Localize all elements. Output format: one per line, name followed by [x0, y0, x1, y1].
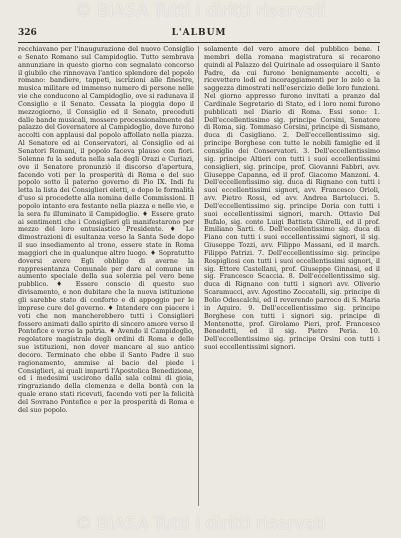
left-column-text: recchiavano per l'inaugurazione del nuovo Consiglio e Senato Romano sul Campidoglio. Tutto sembrava annunziare in questo giorno con segnalato concorso il giubilo che rinnovava l'antico splendore del popolo romano: bandiere, tappeti, iscrizioni alle finestre, musica militare ed immenso numero di persone nelle vie che conducono al Campidoglio, ove si radunava il Consiglio e il Senato. Cessata la pioggia dopo il mezzogiorno, il Consiglio ed il Senato, preceduti dalle bande musicali, mossero processionalmente dal palazzo del Governatore al Campidoglio, dove furono accolti con applausi dal popolo affollato nella piazza. Al Senatore ed ai Conservatori, al Consiglio ed ai Senatori Romani, il popolo faceva plauso con fiori. Solenne fu la seduta nella sala degli Orazi e Curiazi, ove il Senatore pronunziò il discorso d'apertura, facendo voti per la prosperità di Roma e del suo popolo sotto il paterno governo di Pio IX. Indi fu letta la lista dei Consiglieri eletti, e dopo le formalità d'uso si procedette alla nomina delle Commissioni. Il popolo intanto era festante nella piazza e nelle vie, e la sera fu illuminato il Campidoglio. ♦ Essere grato ai sentimenti che i Consiglieri gli manifestarono per mezzo del loro entusiastico Presidente. ♦ Le dimostrazioni di esultanza verso la Santa Sede dopo il suo insediamento al trono, essere state in Roma maggiori che in qualunque altro luogo. ♦ Sopratutto doversi avere Egli obbligo di averne la rappresentanza Comunale per dare al comune un aumento speciale della sua solerzia pel vero bene pubblico. ♦ Essere conscio di questo suo divisamento, e non dubitare che la nuova istituzione gli sarebbe stato di conforto e di appoggio per le imprese cure del governo. ♦ Intendere con piacere i voti che non mancherebbero tutti i Consiglieri fossero animati dallo spirito di sincero amore verso il Pontefice e verso la patria. ♦ Avendo il Campidoglio, regolatore magistrale degli ordini di Roma e delle sue istituzioni, non dover mancare al suo antico decoro. Terminato che ebbe il Santo Padre il suo ragionamento, ammise al bacio del piede i Consiglieri, ai quali impartì l'Apostolica Benedizione, ed i medesimi uscirono dalla sala colmi di gioia, ringraziando della clemenza e della bontà con la quale erano stati ricevuti, facendo voti per la felicità del Sovrano Pontefice e per la prosperità di Roma e del suo popolo.: [18, 46, 194, 414]
right-column-text: solamente del vero amore del pubblico bene. I membri della romana magistratura si recarono quindi al Palazzo del Quirinale ad ossequiare il Santo Padre, da cui furono benignamente accolti, e ricevettero lodi ed incoraggiamenti per lo zelo e la saggezza dimostrati nell'esercizio delle loro funzioni. Nel giorno appresso furono invitati a pranzo dal Cardinale Segretario di Stato, ed i loro nomi furono pubblicati nel Diario di Roma. Essi sono: 1. Dell'eccellentissimo sig. principe Corsini, Senatore di Roma, sig. Tommaso Corsini, principe di Sismano, duca di Casigliano. 2. Dell'eccellentissimo sig. principe Borghese con tutte le nobili famiglie ed il consiglio dei Conservatori. 3. Dell'eccellentissimo sig. principe Altieri con tutti i suoi eccellentissimi consiglieri, sig. principe, prof. Giovanni Fabbri, avv. Giuseppe Capanna, ed il prof. Giacomo Manzoni. 4. Dell'eccellentissimo sig. duca di Rignano con tutti i suoi eccellentissimi signori, avv. Francesco Orioli, avv. Pietro Rossi, ed avv. Andrea Bartolucci. 5. Dell'eccellentissimo sig. principe Doria con tutti i suoi eccellentissimi signori, march. Ottavio Del Bufalo, sig. conte Luigi Battista Ghirelli, ed il prof. Emiliano Sarti. 6. Dell'eccellentissimo sig. duca di Fiano con tutti i suoi eccellentissimi signori, il sig. Giuseppe Tozzi, avv. Filippo Massani, ed il march. Filippo Patrizi. 7. Dell'eccellentissimo sig. principe Rospigliosi con tutti i suoi eccellentissimi signori, il sig. Ettore Castellani, prof. Giuseppe Ginnasi, ed il sig. Francesco Scaccia. 8. Dell'eccellentissimo sig. duca di Rignano con tutti i signori avv. Oliverio Scaramucci, avv. Agostino Zoccatelli, sig. principe di Bolio Odescalchi, ed il reverendo parroco di S. Maria in Aquiro. 9. Dell'eccellentissimo sig. principe Borghese con tutti i signori sig. principe di Montenotte, prof. Girolamo Pieri, prof. Francesco Benedetti, ed il sig. Pietro Peria. 10. Dell'eccellentissimo sig. principe Orsini con tutti i suoi eccellentissimi signori.: [204, 46, 380, 352]
left-column: [18, 46, 194, 508]
watermark-top: © BiASA Tutti i diritti riservati: [74, 1, 327, 21]
watermark-bottom: © BiASA Tutti i diritti riservati: [74, 514, 327, 534]
column-divider: [198, 46, 199, 506]
page-title: L'ALBUM: [171, 28, 227, 38]
header-rule: [18, 42, 380, 43]
right-column: [204, 46, 380, 508]
page-number: 326: [18, 28, 37, 38]
page-header: [18, 28, 380, 40]
